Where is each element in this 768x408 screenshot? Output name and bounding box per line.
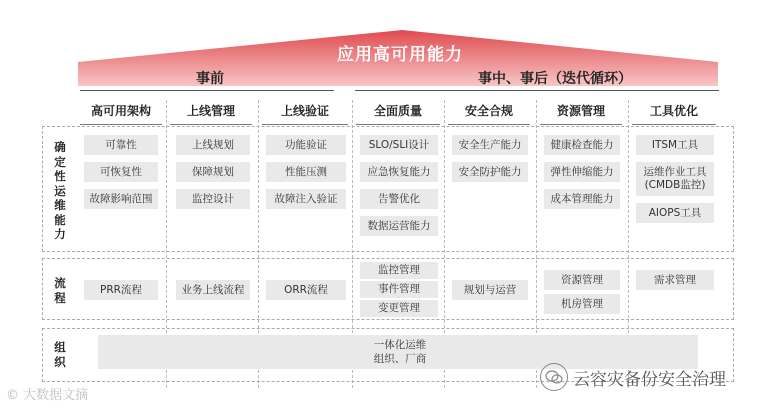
- column-header-tool-optimization: 工具优化: [632, 100, 716, 125]
- column-header-launch-management: 上线管理: [170, 100, 252, 125]
- process-cell: 需求管理: [636, 270, 714, 290]
- capability-cell: 运维作业工具 (CMDB监控): [636, 162, 714, 196]
- capability-cell: SLO/SLI设计: [360, 135, 438, 155]
- capability-cell: 应急恢复能力: [360, 162, 438, 182]
- column-header-resource-management: 资源管理: [540, 100, 622, 125]
- column-header-ha-architecture: 高可用架构: [80, 100, 162, 125]
- process-cell: 资源管理: [544, 270, 620, 290]
- row-label-process: 流程: [54, 276, 66, 305]
- capability-cell: 功能验证: [266, 135, 346, 155]
- process-cell: 业务上线流程: [176, 280, 250, 300]
- column-header-security-compliance: 安全合规: [448, 100, 530, 125]
- row-label-org: 组织: [54, 340, 66, 369]
- org-line-2: 组织、厂商: [373, 353, 427, 365]
- phase-during: 事中、事后（迭代循环）: [478, 71, 632, 87]
- phase-pre: 事前: [196, 71, 224, 87]
- process-cell: 事件管理: [360, 281, 438, 298]
- capability-cell: 上线规划: [176, 135, 250, 155]
- capability-cell: ITSM工具: [636, 135, 714, 155]
- phase-pre-underline: [80, 90, 334, 91]
- capability-cell: 性能压测: [266, 162, 346, 182]
- roof-title: 应用高可用能力: [337, 45, 463, 65]
- capability-cell: 安全防护能力: [452, 162, 528, 182]
- column-header-launch-verification: 上线验证: [262, 100, 348, 125]
- capability-cell: 安全生产能力: [452, 135, 528, 155]
- capability-cell: 监控设计: [176, 189, 250, 209]
- process-cell: 监控管理: [360, 262, 438, 279]
- wechat-icon: [540, 363, 568, 391]
- capability-cell: 告警优化: [360, 189, 438, 209]
- capability-cell: 故障注入验证: [266, 189, 346, 209]
- process-cell: 变更管理: [360, 300, 438, 317]
- row-label-capability: 确定性运维能力: [54, 140, 66, 241]
- capability-cell: 保障规划: [176, 162, 250, 182]
- process-cell: 机房管理: [544, 294, 620, 314]
- capability-cell: 健康检查能力: [544, 135, 620, 155]
- process-cell: ORR流程: [266, 280, 346, 300]
- phase-during-underline: [355, 90, 719, 91]
- capability-cell: 可靠性: [84, 135, 158, 155]
- capability-cell: 弹性伸缩能力: [544, 162, 620, 182]
- capability-cell: 故障影响范围: [84, 189, 158, 209]
- watermark-left: © 大数据文摘: [6, 388, 89, 403]
- process-cell: PRR流程: [84, 280, 158, 300]
- process-cell: 规划与运营: [452, 280, 528, 300]
- org-cell: [340, 338, 460, 366]
- column-header-full-quality: 全面质量: [356, 100, 440, 125]
- capability-cell: 成本管理能力: [544, 189, 620, 209]
- capability-cell: 数据运营能力: [360, 216, 438, 236]
- capability-cell: AIOPS工具: [636, 203, 714, 223]
- org-line-1: 一体化运维: [373, 339, 427, 351]
- capability-cell: 可恢复性: [84, 162, 158, 182]
- watermark-right: 云容灾备份安全治理: [573, 370, 726, 390]
